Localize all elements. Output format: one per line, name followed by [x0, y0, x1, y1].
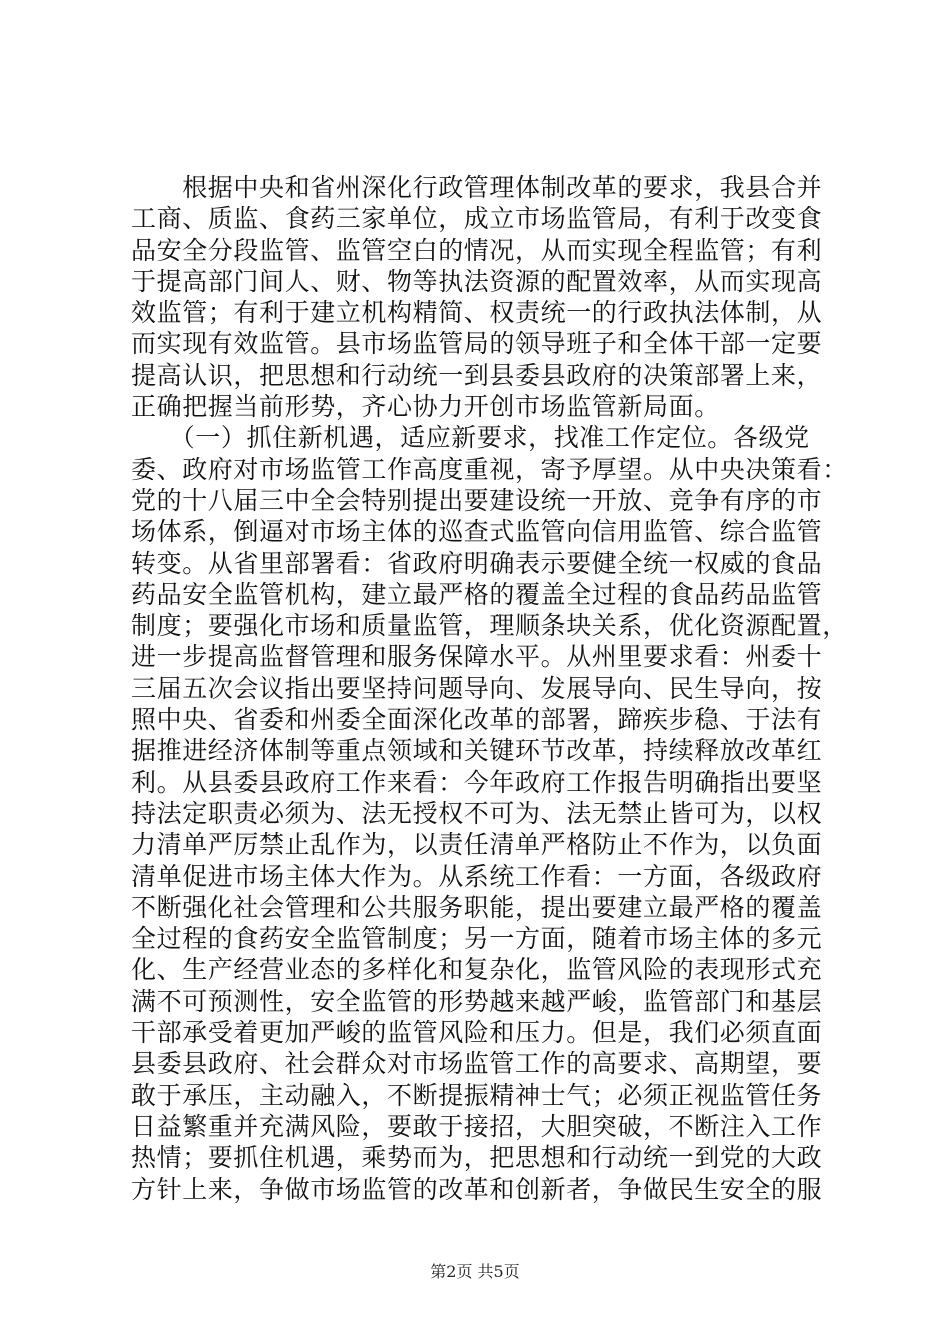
text-line: 提高认识，把思想和行动统一到县委县政府的决策部署上来，: [131, 360, 823, 390]
text-line: 据推进经济体制等重点领域和关键环节改革，持续释放改革红: [131, 736, 823, 766]
text-line: 根据中央和省州深化行政管理体制改革的要求，我县合并: [131, 173, 823, 202]
text-line: 品安全分段监管、监管空白的情况，从而实现全程监管；有利: [131, 235, 823, 265]
text-line: 场体系，倒逼对市场主体的巡查式监管向信用监管、综合监管: [131, 517, 823, 547]
text-line: 三届五次会议指出要坚持问题导向、发展导向、民生导向，按: [131, 673, 823, 703]
text-line: 干部承受着更加严峻的监管风险和压力。但是，我们必须直面: [131, 1018, 823, 1048]
text-line: 不断强化社会管理和公共服务职能，提出要建立最严格的覆盖: [131, 892, 823, 922]
document-body: [131, 172, 848, 1205]
text-line: 力清单严厉禁止乱作为，以责任清单严格防止不作为，以负面: [131, 830, 823, 860]
text-line: 而实现有效监管。县市场监管局的领导班子和全体干部一定要: [131, 329, 823, 359]
text-line: 热情；要抓住机遇，乘势而为，把思想和行动统一到党的大政: [131, 1143, 823, 1173]
text-line: 进一步提高监督管理和服务保障水平。从州里要求看：州委十: [131, 642, 823, 672]
text-line: 工商、质监、食药三家单位，成立市场监管局，有利于改变食: [131, 204, 823, 234]
text-line: 方针上来，争做市场监管的改革和创新者，争做民生安全的服: [131, 1174, 823, 1204]
text-line: 化、生产经营业态的多样化和复杂化，监管风险的表现形式充: [131, 955, 823, 985]
text-line: 敢于承压，主动融入，不断提振精神士气；必须正视监管任务: [131, 1080, 823, 1110]
text-line: 全过程的食药安全监管制度；另一方面，随着市场主体的多元: [131, 924, 823, 954]
text-line: 效监管；有利于建立机构精简、权责统一的行政执法体制，从: [131, 298, 823, 328]
page-number-footer: 第2页 共5页: [430, 1262, 520, 1281]
text-line: 党的十八届三中全会特别提出要建设统一开放、竞争有序的市: [131, 485, 823, 515]
text-line: 持法定职责必须为、法无授权不可为、法无禁止皆可为，以权: [131, 798, 823, 828]
text-line: 正确把握当前形势，齐心协力开创市场监管新局面。: [131, 392, 720, 422]
text-line: 清单促进市场主体大作为。从系统工作看：一方面，各级政府: [131, 861, 823, 891]
text-line: 委、政府对市场监管工作高度重视，寄予厚望。从中央决策看：: [131, 454, 848, 484]
text-line: 满不可预测性，安全监管的形势越来越严峻，监管部门和基层: [131, 986, 823, 1016]
text-line: 于提高部门间人、财、物等执法资源的配置效率，从而实现高: [131, 266, 823, 296]
text-line: 药品安全监管机构，建立最严格的覆盖全过程的食品药品监管: [131, 579, 823, 609]
text-line: （一）抓住新机遇，适应新要求，找准工作定位。各级党: [131, 423, 810, 453]
text-line: 利。从县委县政府工作来看：今年政府工作报告明确指出要坚: [131, 767, 823, 797]
text-line: 制度；要强化市场和质量监管，理顺条块关系，优化资源配置，: [131, 611, 848, 641]
text-line: 照中央、省委和州委全面深化改革的部署，蹄疾步稳、于法有: [131, 705, 823, 735]
text-line: 日益繁重并充满风险，要敢于接招，大胆突破，不断注入工作: [131, 1111, 823, 1141]
text-line: 县委县政府、社会群众对市场监管工作的高要求、高期望，要: [131, 1049, 823, 1079]
text-line: 转变。从省里部署看：省政府明确表示要健全统一权威的食品: [131, 548, 823, 578]
